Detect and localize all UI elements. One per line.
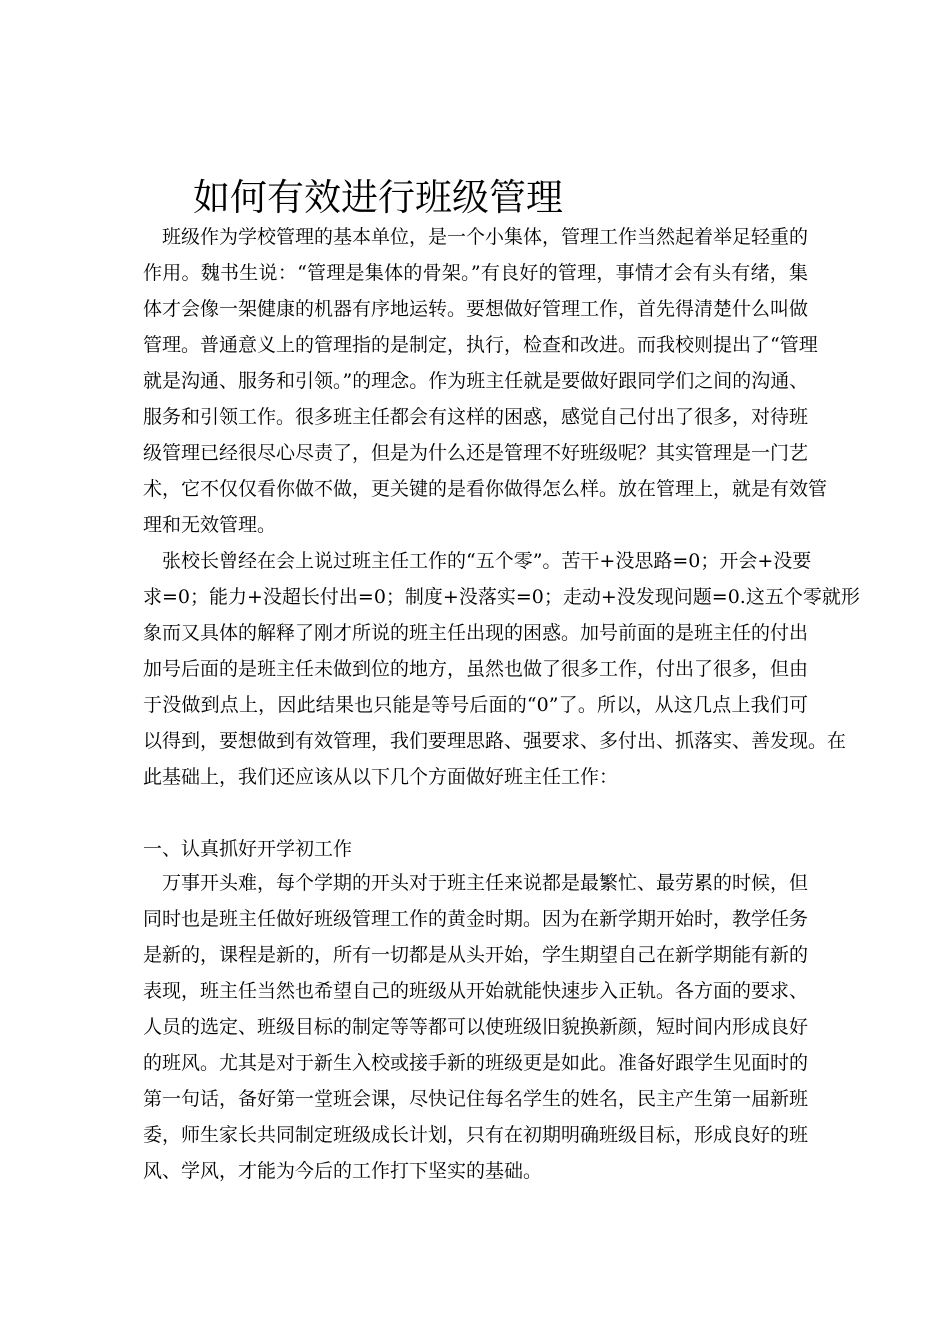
text-line: 服务和引领工作。很多班主任都会有这样的困惑，感觉自己付出了很多，对待班	[143, 406, 809, 428]
text-line: 人员的选定、班级目标的制定等等都可以使班级旧貌换新颜，短时间内形成良好	[143, 1016, 809, 1038]
text-line: 级管理已经很尽心尽责了，但是为什么还是管理不好班级呢？其实管理是一门艺	[143, 442, 809, 464]
text-line: 于没做到点上，因此结果也只能是等号后面的“0”了。所以，从这几点上我们可	[143, 694, 808, 716]
text-line: 风、学风，才能为今后的工作打下坚实的基础。	[143, 1160, 543, 1182]
text-line: 此基础上，我们还应该从以下几个方面做好班主任工作：	[143, 766, 619, 788]
text-line: 求=0；能力+没超长付出=0；制度+没落实=0；走动+没发现问题=0.这五个零就形	[143, 586, 860, 608]
text-line: 班级作为学校管理的基本单位，是一个小集体，管理工作当然起着举足轻重的	[143, 226, 809, 248]
text-line: 表现，班主任当然也希望自己的班级从开始就能快速步入正轨。各方面的要求、	[143, 980, 809, 1002]
text-line: 管理。普通意义上的管理指的是制定，执行，检查和改进。而我校则提出了“管理	[143, 334, 818, 356]
text-line: 理和无效管理。	[143, 514, 277, 536]
text-line: 的班风。尤其是对于新生入校或接手新的班级更是如此。准备好跟学生见面时的	[143, 1052, 809, 1074]
text-line: 加号后面的是班主任未做到位的地方，虽然也做了很多工作，付出了很多，但由	[143, 658, 809, 680]
text-line: 同时也是班主任做好班级管理工作的黄金时期。因为在新学期开始时，教学任务	[143, 908, 809, 930]
text-line: 以得到，要想做到有效管理，我们要理思路、强要求、多付出、抓落实、善发现。在	[143, 730, 847, 752]
text-line: 张校长曾经在会上说过班主任工作的“五个零”。苦干+没思路=0；开会+没要	[143, 550, 812, 572]
text-line: 就是沟通、服务和引领。”的理念。作为班主任就是要做好跟同学们之间的沟通、	[143, 370, 809, 392]
text-line: 术，它不仅仅看你做不做，更关键的是看你做得怎么样。放在管理上，就是有效管	[143, 478, 828, 500]
document-title: 如何有效进行班级管理	[193, 176, 563, 219]
text-line: 象而又具体的解释了刚才所说的班主任出现的困惑。加号前面的是班主任的付出	[143, 622, 809, 644]
text-line: 体才会像一架健康的机器有序地运转。要想做好管理工作，首先得清楚什么叫做	[143, 298, 809, 320]
text-line: 万事开头难，每个学期的开头对于班主任来说都是最繁忙、最劳累的时候，但	[143, 872, 809, 894]
text-line: 是新的，课程是新的，所有一切都是从头开始，学生期望自己在新学期能有新的	[143, 944, 809, 966]
text-line: 作用。魏书生说：“管理是集体的骨架。”有良好的管理，事情才会有头有绪，集	[143, 262, 808, 284]
text-line: 第一句话，备好第一堂班会课，尽快记住每名学生的姓名，民主产生第一届新班	[143, 1088, 809, 1110]
section-heading: 一、认真抓好开学初工作	[143, 838, 353, 860]
text-line: 委，师生家长共同制定班级成长计划，只有在初期明确班级目标，形成良好的班	[143, 1124, 809, 1146]
